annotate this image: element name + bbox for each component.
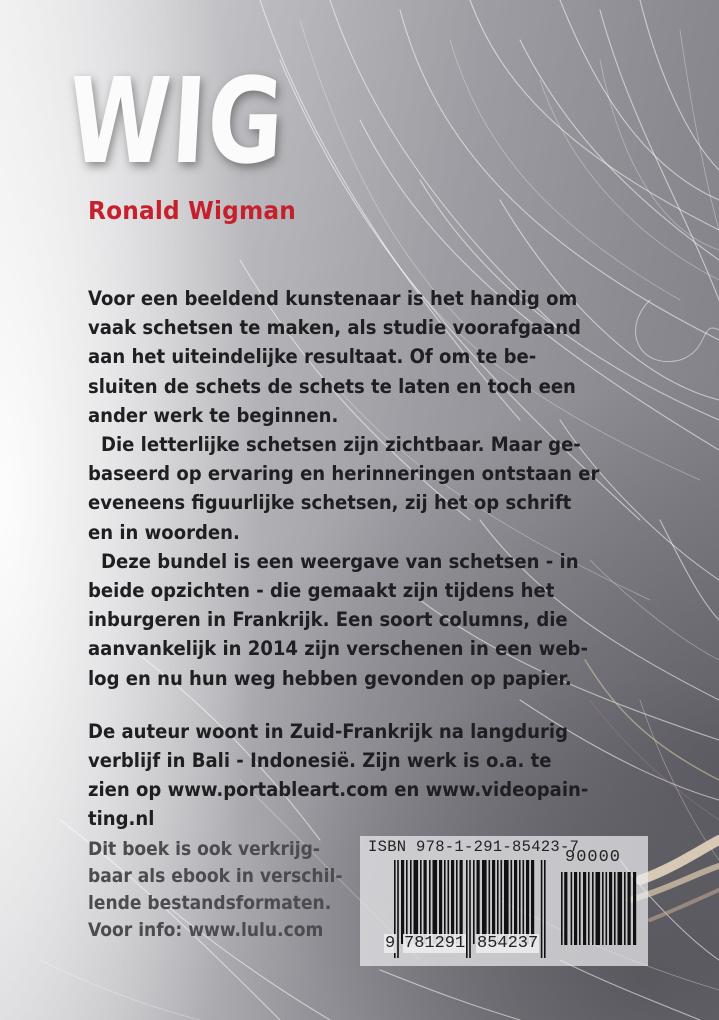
blurb-line: baseerd op ervaring en herinneringen ontstaan er <box>88 462 600 486</box>
ebook-note-line: Voor info: www.lulu.com <box>88 920 324 941</box>
ebook-note-line: lende bestandsformaten. <box>88 893 332 914</box>
blurb-line: ander werk te beginnen. <box>88 403 339 427</box>
blurb-line: Deze bundel is een weergave van schetsen - in <box>101 549 579 573</box>
blurb-line: Voor een beeldend kunstenaar is het handig om <box>88 287 578 310</box>
author-bio-line: ting.nl <box>88 807 155 831</box>
blurb-line: log en nu hun weg hebben gevonden op papier. <box>88 666 572 690</box>
author-bio-line: zien op www.portableart.com en www.videopain- <box>88 778 589 802</box>
ean-right-group: 854237 <box>477 934 539 953</box>
blurb-text <box>88 284 609 834</box>
blurb-line: inburgeren in Frankrijk. Een soort columns, die <box>88 608 568 632</box>
isbn-label: ISBN 978-1-291-85423-7 <box>368 838 580 856</box>
author-name: Ronald Wigman <box>88 196 296 225</box>
blurb-line: beide opzichten - die gemaakt zijn tijdens het <box>88 579 555 603</box>
blurb-line: aanvankelijk in 2014 zijn verschenen in een web- <box>88 637 588 661</box>
paragraph-spacer <box>88 693 609 717</box>
ebook-note-line: baar als ebook in verschil- <box>88 866 343 887</box>
author-bio-line: verblijf in Bali - Indonesië. Zijn werk is o.a. te <box>88 749 552 773</box>
ebook-note-line: Dit boek is ook verkrijg- <box>88 839 321 860</box>
addon-barcode-icon <box>561 872 638 945</box>
isbn-barcode-panel <box>360 836 648 966</box>
blurb-line: sluiten de schets de schets te laten en toch een <box>88 374 576 398</box>
blurb-line: eveneens figuurlijke schetsen, zij het op schrift <box>88 491 572 515</box>
ean-left-group: 781291 <box>404 934 466 953</box>
ebook-note <box>88 836 367 944</box>
book-title: WIG <box>65 52 289 190</box>
blurb-line: Die letterlijke schetsen zijn zichtbaar. Maar ge- <box>101 433 581 457</box>
author-bio-line: De auteur woont in Zuid-Frankrijk na langdurig <box>88 719 569 743</box>
ean-first-digit: 9 <box>385 934 396 953</box>
price-addon-code: 90000 <box>565 848 622 867</box>
blurb-line: aan het uiteindelijke resultaat. Of om te be- <box>88 345 537 369</box>
blurb-line: vaak schetsen te maken, als studie voorafgaand <box>88 316 581 340</box>
blurb-line: en in woorden. <box>88 520 240 544</box>
